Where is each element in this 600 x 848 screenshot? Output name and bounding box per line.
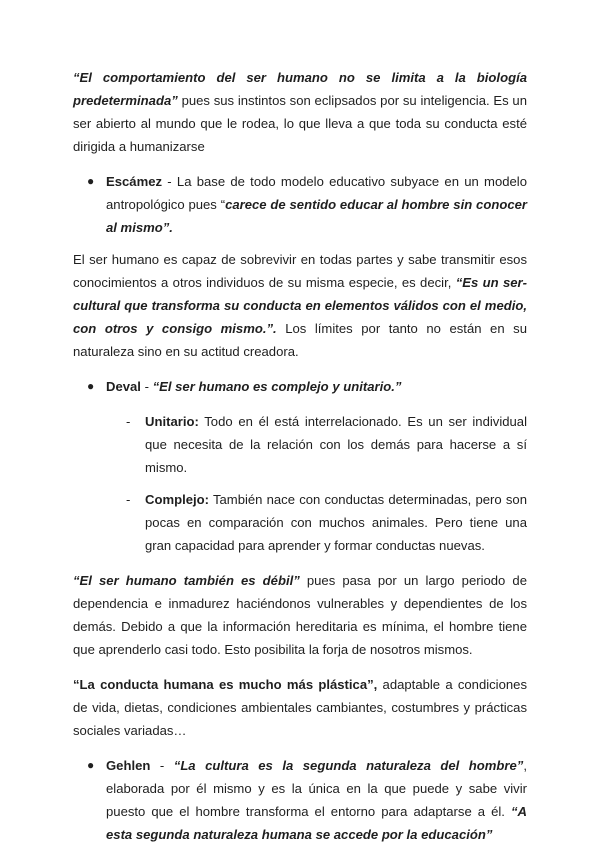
sub-item-text: También nace con conductas determinadas, pero son pocas en comparación con muchos animales. Pero tiene una gran capacidad para aprender y formar conductas nuevas. (145, 492, 527, 553)
bullet-deval (73, 375, 527, 398)
paragraph-ser-cultural (73, 248, 527, 363)
bullet-text: , elaborada por él mismo y es la única en la que puede y sabe vivir puesto que el hombre transforma el entorno para adaptarse a él. (106, 758, 527, 819)
bullet-text: La base de todo modelo educativo subyace en un modelo antropológico pues “ (106, 174, 527, 212)
paragraph-text: El ser humano es capaz de sobrevivir en todas partes y sabe transmitir esos conocimientos a otros individuos de su misma especie, es decir, (73, 252, 527, 290)
quote-debil: “El ser humano también es débil” (73, 573, 300, 588)
dash-icon: - (126, 414, 131, 429)
dash-icon: - (126, 492, 131, 507)
label-unitario: Unitario: (145, 414, 199, 429)
label-complejo: Complejo: (145, 492, 210, 507)
paragraph-biologia (73, 66, 527, 158)
quote-deval: “El ser humano es complejo y unitario.” (152, 379, 402, 394)
sub-item-text: Todo en él está interrelacionado. Es un ser individual que necesita de la relación con los demás para hacerse a sí mismo. (145, 414, 527, 475)
quote-ser-cultural: “Es un ser-cultural que transforma su conducta en elementos válidos con el medio, con otros y consigo mismo.”. (73, 275, 527, 336)
bullet-icon: ● (87, 379, 95, 393)
bullet-icon: ● (87, 758, 95, 772)
paragraph-text: pues pasa por un largo periodo de dependencia e inmadurez haciéndonos vulnerables y dependientes de los demás. Debido a que la información hereditaria es mínima, el hombre tiene que aprenderlo casi todo. Esto posibilita la forja de nosotros mismos. (73, 573, 527, 657)
quote-biologia: “El comportamiento del ser humano no se limita a la biología predeterminada” (73, 70, 527, 108)
author-deval: Deval (106, 379, 141, 394)
paragraph-debil (73, 569, 527, 661)
separator: - (150, 758, 174, 773)
quote-gehlen-educacion: “A esta segunda naturaleza humana se accede por la educación” (106, 804, 527, 842)
separator: - (140, 379, 153, 394)
quote-escamez: carece de sentido educar al hombre sin conocer al mismo”. (106, 197, 527, 235)
paragraph-text: Los límites por tanto no están en su naturaleza sino en su actitud creadora. (73, 321, 527, 359)
bullet-escamez (73, 170, 527, 239)
sub-item-complejo (73, 488, 527, 557)
bullet-gehlen (73, 754, 527, 846)
quote-plastica: “La conducta humana es mucho más plástica”, (73, 677, 378, 692)
author-escamez: Escámez (106, 174, 163, 189)
quote-gehlen-cultura: “La cultura es la segunda naturaleza del hombre” (173, 758, 524, 773)
author-gehlen: Gehlen (106, 758, 151, 773)
bullet-icon: ● (87, 174, 95, 188)
paragraph-text: pues sus instintos son eclipsados por su inteligencia. Es un ser abierto al mundo que le rodea, lo que lleva a que toda su conducta esté dirigida a humanizarse (73, 93, 527, 154)
sub-item-unitario (73, 410, 527, 479)
paragraph-plastica (73, 673, 527, 742)
separator: - (162, 174, 177, 189)
paragraph-text: adaptable a condiciones de vida, dietas, condiciones ambientales cambiantes, costumbres y prácticas sociales variadas… (73, 677, 527, 738)
